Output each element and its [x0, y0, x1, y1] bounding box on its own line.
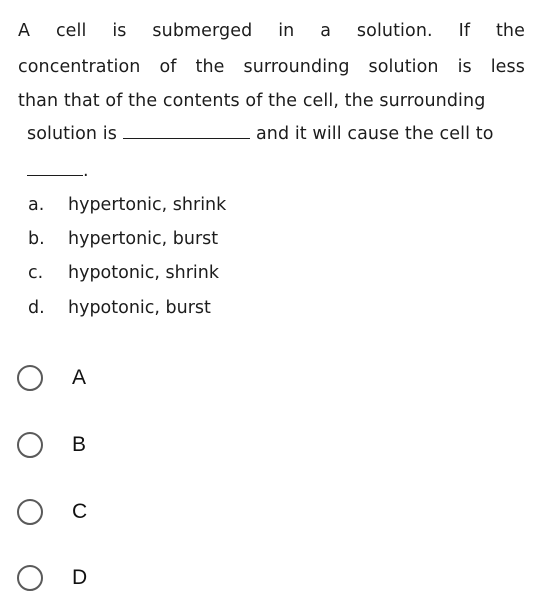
option-text: hypertonic, shrink [68, 195, 227, 215]
question-period: . [83, 161, 89, 181]
question-word: less [490, 57, 525, 77]
choice-b[interactable] [17, 428, 86, 462]
question-word: cell [55, 21, 87, 41]
question-word: in [278, 21, 295, 41]
question-word: If [458, 21, 471, 41]
question-word: of [159, 57, 177, 77]
choice-label-d: D [72, 566, 88, 589]
option-a [28, 194, 226, 216]
choice-label-b: B [72, 433, 87, 456]
choice-a[interactable] [17, 361, 86, 395]
question-line-1 [18, 20, 525, 42]
option-letter: d. [28, 298, 45, 318]
option-letter: c. [28, 263, 44, 283]
answer-blank-2 [27, 160, 83, 176]
question-word: solution [368, 57, 439, 77]
question-word: is [457, 57, 472, 77]
question-text-fragment: and it will cause the cell to [255, 124, 494, 144]
question-line-3: than that of the contents of the cell, the surrounding [18, 91, 486, 111]
option-d [28, 297, 211, 319]
question-line-4 [27, 123, 494, 145]
question-word: the [195, 57, 225, 77]
option-text: hypotonic, shrink [68, 263, 220, 283]
question-line-5 [27, 160, 89, 182]
choice-label-c: C [72, 500, 88, 523]
question-word: concentration [18, 57, 141, 77]
question-word: a [320, 21, 332, 41]
option-text: hypertonic, burst [68, 229, 219, 249]
answer-blank-1 [123, 123, 250, 139]
choice-c[interactable] [17, 495, 87, 529]
question-line-2 [18, 56, 525, 78]
choice-d[interactable] [17, 561, 87, 595]
question-word: A [18, 21, 31, 41]
question-word: is [112, 21, 127, 41]
radio-button-d[interactable] [17, 565, 43, 591]
radio-button-b[interactable] [17, 432, 43, 458]
option-c [28, 262, 219, 284]
radio-button-c[interactable] [17, 499, 43, 525]
option-letter: b. [28, 229, 45, 249]
question-text-fragment: solution is [27, 124, 117, 144]
question-word: solution. [356, 21, 433, 41]
option-letter: a. [28, 195, 45, 215]
option-text: hypotonic, burst [68, 298, 211, 318]
question-word: the [495, 21, 525, 41]
choice-label-a: A [72, 366, 87, 389]
option-b [28, 228, 218, 250]
radio-button-a[interactable] [17, 365, 43, 391]
question-word: submerged [152, 21, 253, 41]
question-word: surrounding [243, 57, 350, 77]
